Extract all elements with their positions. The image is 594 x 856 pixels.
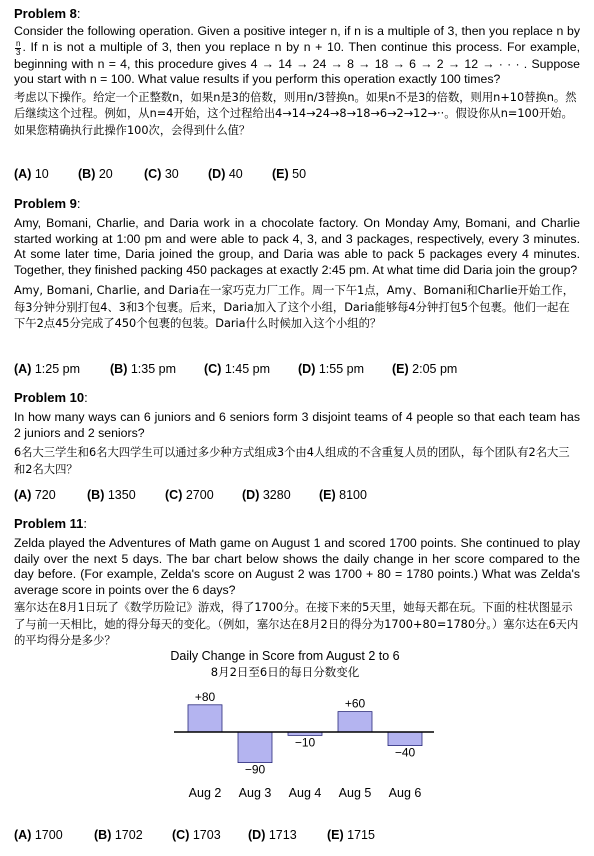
choice-c[interactable]: (C) 2700 bbox=[165, 488, 214, 502]
choice-d[interactable]: (D) 1:55 pm bbox=[298, 362, 365, 376]
choice-b[interactable]: (B) 1350 bbox=[87, 488, 136, 502]
problem-text-english: Zelda played the Adventures of Math game on August 1 and scored 1700 points. She continued to play daily over the next 5 days. The bar chart below shows the daily change in her score compared to the day before. (For example, Zelda's score on August 2 was 1700 + 80 = 1780 points.) What was Zelda's average score in points over the 6 days? bbox=[14, 536, 580, 597]
choice-a[interactable]: (A) 720 bbox=[14, 488, 56, 502]
chart-header bbox=[140, 648, 430, 680]
chart-data-label: −90 bbox=[244, 762, 266, 777]
chart-bar bbox=[238, 732, 272, 763]
chart-category-label: Aug 5 bbox=[338, 786, 372, 800]
choice-e[interactable]: (E) 1715 bbox=[327, 828, 375, 842]
choice-e[interactable]: (E) 2:05 pm bbox=[392, 362, 458, 376]
problem-title: Problem 8: bbox=[14, 6, 81, 21]
chart-data-label: +80 bbox=[194, 689, 216, 704]
choice-b[interactable]: (B) 1702 bbox=[94, 828, 143, 842]
choice-e[interactable]: (E) 8100 bbox=[319, 488, 367, 502]
problem-title: Problem 9: bbox=[14, 196, 81, 211]
problem-text-chinese: 6名大三学生和6名大四学生可以通过多少种方式组成3个由4人组成的不含重复人员的团队，每个团队有2名大三和2名大四？ bbox=[14, 446, 570, 476]
choice-c[interactable]: (C) 30 bbox=[144, 167, 179, 181]
fraction-n-over-3: $\frac{n}{3}$ bbox=[16, 38, 21, 57]
choice-d[interactable]: (D) 1713 bbox=[248, 828, 297, 842]
problem-text-english: Amy, Bomani, Charlie, and Daria work in a chocolate factory. On Monday Amy, Bomani, and Charlie started working at 1:00 pm and were able to pack 4, 3, and 3 packages, respectively, every 3 minutes. At some later time, Daria joined the group, and Daria was able to pack 5 packages every 4 minutes. Together, they finished packing 450 packages at exactly 2:45 pm. At what time did Daria join the group? bbox=[14, 216, 580, 277]
chart-data-label: +60 bbox=[344, 696, 366, 711]
chart-data-label: −40 bbox=[394, 745, 416, 760]
choice-b[interactable]: (B) 1:35 pm bbox=[110, 362, 177, 376]
bar-chart bbox=[144, 686, 444, 806]
chart-category-label: Aug 4 bbox=[288, 786, 322, 800]
problem-9 bbox=[14, 196, 580, 333]
choice-a[interactable]: (A) 1700 bbox=[14, 828, 63, 842]
problem-title: Problem 11: bbox=[14, 516, 87, 531]
problem-8 bbox=[14, 6, 580, 139]
problem-title: Problem 10: bbox=[14, 390, 88, 405]
chart-data-label: −10 bbox=[294, 735, 316, 750]
choice-a[interactable]: (A) 1:25 pm bbox=[14, 362, 81, 376]
choice-e[interactable]: (E) 50 bbox=[272, 167, 307, 181]
problem-text-chinese: Amy, Bomani, Charlie, and Daria在一家巧克力厂工作。周一下午1点，Amy、Bomani和Charlie开始工作，每3分钟分别打包4、3和3个包裹。后来，Daria加入了这个小组，Daria能够每4分钟打包5个包裹。他们一起在下午2点45分完成了450个包裹的包装。Daria什么时候加入这个小组的？ bbox=[14, 284, 575, 331]
choice-d[interactable]: (D) 3280 bbox=[242, 488, 291, 502]
chart-title: Daily Change in Score from August 2 to 6 bbox=[170, 649, 400, 663]
choice-c[interactable]: (C) 1703 bbox=[172, 828, 221, 842]
problem-text-english: Consider the following operation. Given a positive integer n, if n is a multiple of 3, then you replace n by $\frac{n}{3}$ . If n is not a multiple of 3, then you replace n by n + 10. Then continue this process. For example, beginning with n = 4, this procedure gives 4 → 14 → 24 → 8 → 18 → 6 → 2 → 12 → · · · . Suppose you start with n = 100. What value results if you perform this operation exactly 100 times? bbox=[14, 24, 580, 87]
choice-d[interactable]: (D) 40 bbox=[208, 167, 243, 181]
chart-category-label: Aug 2 bbox=[188, 786, 222, 800]
choice-a[interactable]: (A) 10 bbox=[14, 167, 49, 181]
chart-category-label: Aug 3 bbox=[238, 786, 272, 800]
chart-subtitle: 8月2日至6日的每日分数变化 bbox=[210, 665, 360, 679]
chart-category-label: Aug 6 bbox=[388, 786, 422, 800]
problem-10 bbox=[14, 390, 580, 478]
choice-b[interactable]: (B) 20 bbox=[78, 167, 113, 181]
problem-11 bbox=[14, 516, 580, 650]
problem-text-english: In how many ways can 6 juniors and 6 seniors form 3 disjoint teams of 4 people so that each team has 2 juniors and 2 seniors? bbox=[14, 410, 580, 440]
choice-c[interactable]: (C) 1:45 pm bbox=[204, 362, 271, 376]
problem-text-chinese: 考虑以下操作。给定一个正整数n，如果n是3的倍数，则用n/3替换n。如果n不是3的倍数，则用n+10替换n。然后继续这个过程。例如，从n=4开始，这个过程给出4→14→24→8→18→6→2→12→··。假设你从n=100开始。如果您精确执行此操作100次，会得到什么值？ bbox=[14, 90, 577, 137]
chart-bar bbox=[188, 705, 222, 732]
problem-text-chinese: 塞尔达在8月1日玩了《数学历险记》游戏，得了1700分。在接下来的5天里，她每天都在玩。下面的柱状图显示了与前一天相比，她的得分每天的变化。（例如，塞尔达在8月2日的得分为1700+80=1780分。）塞尔达在6天内的平均得分是多少？ bbox=[14, 601, 579, 648]
chart-bar bbox=[388, 732, 422, 746]
chart-bar bbox=[338, 712, 372, 732]
